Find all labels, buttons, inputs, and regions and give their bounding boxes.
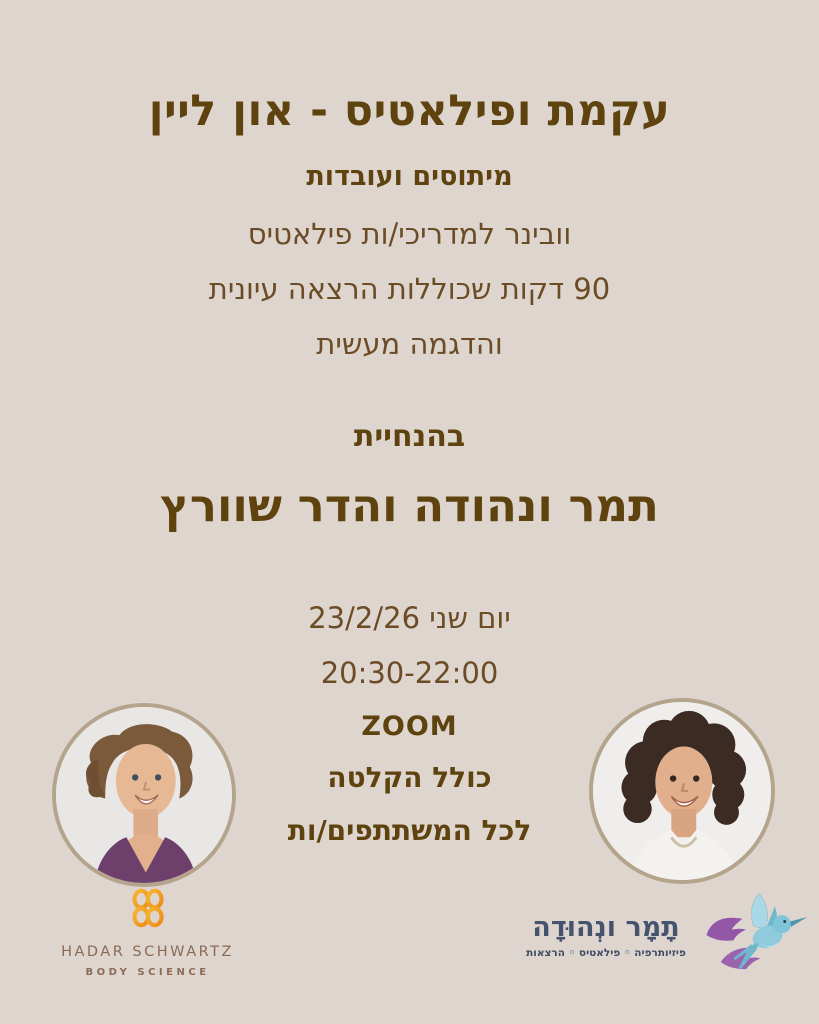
- tamar-logo-text-block: [515, 911, 697, 960]
- right-eye: [155, 774, 161, 780]
- event-time: 20:30-22:00: [320, 656, 499, 690]
- bird-head: [773, 915, 791, 933]
- bird-beak: [790, 917, 807, 927]
- photo-tamar-venehuda: [589, 698, 775, 884]
- description-line-duration: 90 דקות שכוללות הרצאה עיונית: [208, 272, 611, 306]
- platform-label: ZOOM: [361, 711, 458, 742]
- face: [116, 744, 176, 818]
- left-eye: [670, 775, 676, 781]
- right-eye: [693, 775, 699, 781]
- event-date: יום שני 23/2/26: [308, 601, 511, 635]
- description-line-demo: והדגמה מעשית: [316, 327, 503, 361]
- recording-note-line1: כולל הקלטה: [327, 761, 492, 794]
- left-eye: [132, 774, 138, 780]
- hadar-logo-name: HADAR SCHWARTZ: [61, 944, 234, 960]
- bird-eye: [783, 920, 786, 923]
- tamar-venehuda-logo: [515, 886, 810, 984]
- tamar-logo-name: תָמָר ונְהוּדָה: [532, 911, 680, 943]
- portrait-illustration-hadar: [56, 707, 232, 883]
- recording-note-line2: לכל המשתתפים/ות: [287, 814, 532, 847]
- portrait-illustration-tamar: [593, 702, 771, 880]
- bird-wing-light2: [751, 894, 767, 930]
- hadar-schwartz-logo: [40, 880, 255, 978]
- neck: [133, 809, 158, 837]
- hummingbird-icon: [701, 886, 809, 984]
- orange-loop-knot-icon: [122, 880, 174, 936]
- hadar-logo-tagline: BODY SCIENCE: [85, 967, 210, 978]
- presenters-names: תמר ונהודה והדר שוורץ: [160, 479, 659, 532]
- led-by-label: בהנחיית: [353, 419, 466, 454]
- face: [655, 747, 712, 818]
- poster-subtitle: מיתוסים ועובדות: [306, 161, 513, 192]
- photo-hadar-schwartz: [52, 703, 236, 887]
- description-line-webinar: וובינר למדריכי/ות פילאטיס: [247, 217, 572, 251]
- purple-leaf-upper: [706, 918, 746, 941]
- tamar-logo-tagline: פיזיותרפיה ◦ פילאטיס ◦ הרצאות: [526, 947, 686, 960]
- poster-title: עקמת ופילאטיס - און ליין: [148, 86, 671, 136]
- neck: [671, 809, 696, 837]
